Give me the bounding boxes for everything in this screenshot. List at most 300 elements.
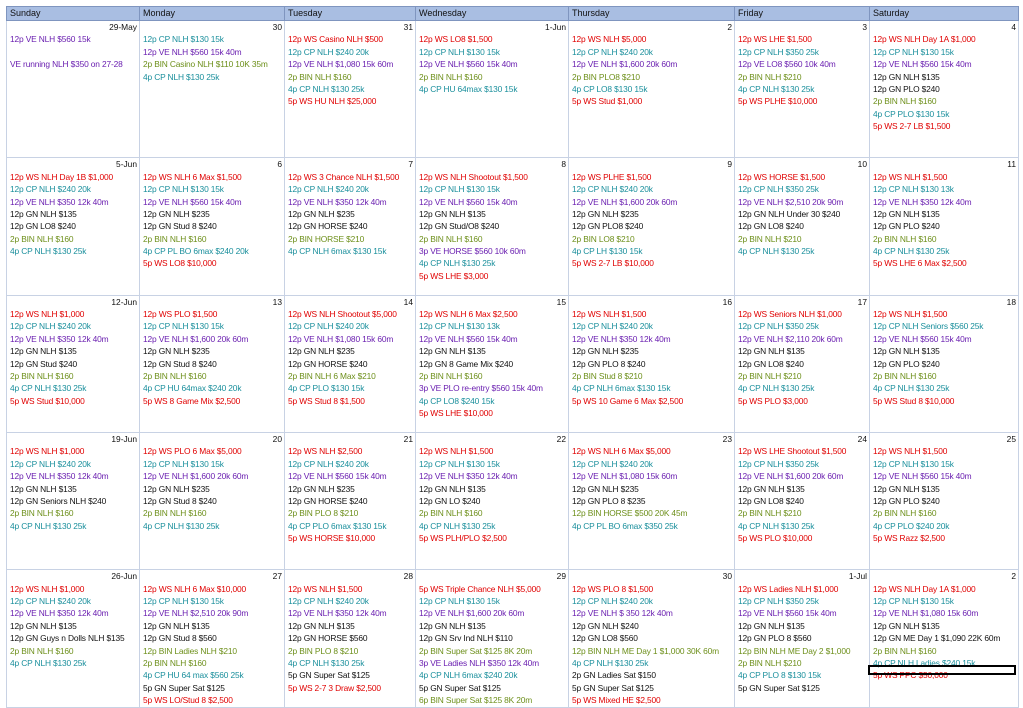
day-cell[interactable] [416,108,569,120]
day-cell[interactable] [870,395,1019,407]
day-cell[interactable] [285,46,416,58]
day-cell[interactable] [416,483,569,495]
day-cell[interactable] [735,46,870,58]
day-cell[interactable] [735,83,870,95]
day-cell[interactable] [140,458,285,470]
day-cell[interactable] [7,220,140,232]
day-cell[interactable] [285,445,416,457]
day-cell[interactable] [569,208,735,220]
day-cell[interactable] [735,595,870,607]
day-cell[interactable] [140,520,285,532]
day-cell[interactable] [285,507,416,519]
day-cell[interactable] [7,95,140,107]
day-cell[interactable] [285,196,416,208]
day-cell[interactable] [140,370,285,382]
day-cell[interactable] [285,407,416,419]
day-number[interactable]: 29 [416,570,569,583]
day-number[interactable]: 18 [870,295,1019,308]
day-cell[interactable] [416,196,569,208]
day-cell[interactable] [7,395,140,407]
day-cell[interactable] [735,33,870,45]
day-cell[interactable] [140,407,285,419]
day-cell[interactable] [416,669,569,681]
day-cell[interactable] [870,145,1019,158]
day-cell[interactable] [285,583,416,595]
day-cell[interactable] [7,445,140,457]
day-cell[interactable] [735,495,870,507]
day-cell[interactable] [7,483,140,495]
day-cell[interactable] [285,83,416,95]
day-cell[interactable] [7,470,140,482]
day-number[interactable]: 5-Jun [7,158,140,171]
day-cell[interactable] [140,382,285,394]
day-cell[interactable] [285,395,416,407]
day-number[interactable]: 8 [416,158,569,171]
day-cell[interactable] [140,196,285,208]
day-cell[interactable] [569,196,735,208]
day-cell[interactable] [735,420,870,433]
day-cell[interactable] [416,58,569,70]
day-cell[interactable] [140,333,285,345]
day-cell[interactable] [416,632,569,644]
day-cell[interactable] [569,420,735,433]
day-cell[interactable] [735,520,870,532]
day-cell[interactable] [569,507,735,519]
day-cell[interactable] [569,358,735,370]
day-cell[interactable] [140,208,285,220]
day-cell[interactable] [870,257,1019,269]
day-cell[interactable] [285,645,416,657]
day-cell[interactable] [569,520,735,532]
day-cell[interactable] [285,257,416,269]
day-number[interactable]: 6 [140,158,285,171]
day-cell[interactable] [416,46,569,58]
day-cell[interactable] [416,120,569,132]
day-cell[interactable] [870,171,1019,183]
day-cell[interactable] [735,320,870,332]
day-cell[interactable] [569,607,735,619]
day-cell[interactable] [735,245,870,257]
day-cell[interactable] [416,171,569,183]
day-cell[interactable] [735,694,870,707]
day-cell[interactable] [735,308,870,320]
day-cell[interactable] [140,657,285,669]
day-cell[interactable] [285,171,416,183]
day-cell[interactable] [870,333,1019,345]
day-cell[interactable] [416,95,569,107]
day-cell[interactable] [569,220,735,232]
day-cell[interactable] [416,532,569,544]
day-cell[interactable] [416,358,569,370]
day-cell[interactable] [870,120,1019,132]
day-cell[interactable] [569,495,735,507]
day-number[interactable]: 12-Jun [7,295,140,308]
day-number[interactable]: 24 [735,432,870,445]
day-cell[interactable] [140,632,285,644]
day-cell[interactable] [140,532,285,544]
day-cell[interactable] [285,58,416,70]
day-cell[interactable] [870,208,1019,220]
day-cell[interactable] [569,95,735,107]
day-cell[interactable] [735,458,870,470]
day-cell[interactable] [416,607,569,619]
day-cell[interactable] [140,358,285,370]
day-cell[interactable] [870,133,1019,145]
day-cell[interactable] [7,145,140,158]
day-cell[interactable] [140,233,285,245]
day-number[interactable]: 2 [870,570,1019,583]
day-cell[interactable] [735,108,870,120]
day-cell[interactable] [285,282,416,295]
day-cell[interactable] [569,183,735,195]
day-cell[interactable] [285,308,416,320]
day-number[interactable]: 3 [735,21,870,34]
day-cell[interactable] [735,220,870,232]
day-number[interactable]: 23 [569,432,735,445]
day-cell[interactable] [569,233,735,245]
day-cell[interactable] [870,358,1019,370]
day-cell[interactable] [7,669,140,681]
day-cell[interactable] [569,532,735,544]
day-cell[interactable] [416,495,569,507]
day-cell[interactable] [285,145,416,158]
day-cell[interactable] [7,257,140,269]
day-cell[interactable] [735,544,870,556]
day-cell[interactable] [285,120,416,132]
day-cell[interactable] [140,620,285,632]
day-cell[interactable] [7,171,140,183]
day-cell[interactable] [870,583,1019,595]
day-cell[interactable] [870,345,1019,357]
day-cell[interactable] [7,308,140,320]
day-cell[interactable] [870,520,1019,532]
day-cell[interactable] [7,108,140,120]
day-cell[interactable] [140,108,285,120]
day-cell[interactable] [285,133,416,145]
day-number[interactable]: 31 [285,21,416,34]
day-cell[interactable] [7,495,140,507]
day-cell[interactable] [416,71,569,83]
day-cell[interactable] [416,233,569,245]
day-cell[interactable] [569,458,735,470]
day-cell[interactable] [416,407,569,419]
day-number[interactable]: 27 [140,570,285,583]
day-cell[interactable] [870,645,1019,657]
day-cell[interactable] [7,345,140,357]
day-cell[interactable] [285,632,416,644]
day-cell[interactable] [870,595,1019,607]
day-cell[interactable] [140,694,285,707]
day-cell[interactable] [569,620,735,632]
day-cell[interactable] [735,583,870,595]
day-number[interactable]: 1-Jun [416,21,569,34]
day-cell[interactable] [7,320,140,332]
day-cell[interactable] [7,270,140,282]
day-cell[interactable] [416,595,569,607]
day-cell[interactable] [285,382,416,394]
day-cell[interactable] [569,632,735,644]
day-cell[interactable] [7,420,140,433]
day-cell[interactable] [569,108,735,120]
day-cell[interactable] [7,33,140,45]
day-cell[interactable] [870,557,1019,570]
day-cell[interactable] [140,95,285,107]
day-cell[interactable] [870,245,1019,257]
day-cell[interactable] [569,245,735,257]
day-cell[interactable] [416,470,569,482]
day-cell[interactable] [7,382,140,394]
day-cell[interactable] [735,333,870,345]
day-cell[interactable] [7,208,140,220]
day-cell[interactable] [569,382,735,394]
day-cell[interactable] [870,483,1019,495]
day-cell[interactable] [416,458,569,470]
day-cell[interactable] [285,33,416,45]
day-cell[interactable] [7,595,140,607]
day-cell[interactable] [7,520,140,532]
day-cell[interactable] [870,620,1019,632]
day-cell[interactable] [416,520,569,532]
day-cell[interactable] [416,220,569,232]
day-number[interactable]: 26-Jun [7,570,140,583]
day-cell[interactable] [569,657,735,669]
day-cell[interactable] [140,120,285,132]
day-cell[interactable] [416,682,569,694]
day-cell[interactable] [285,108,416,120]
day-cell[interactable] [870,495,1019,507]
day-cell[interactable] [870,544,1019,556]
day-cell[interactable] [285,208,416,220]
day-number[interactable]: 15 [416,295,569,308]
day-cell[interactable] [140,507,285,519]
day-cell[interactable] [140,470,285,482]
day-cell[interactable] [870,320,1019,332]
day-cell[interactable] [870,83,1019,95]
day-cell[interactable] [285,520,416,532]
day-cell[interactable] [285,595,416,607]
day-cell[interactable] [140,245,285,257]
day-cell[interactable] [416,270,569,282]
day-cell[interactable] [416,320,569,332]
day-cell[interactable] [569,83,735,95]
day-cell[interactable] [7,645,140,657]
day-number[interactable]: 9 [569,158,735,171]
day-cell[interactable] [7,607,140,619]
day-cell[interactable] [285,657,416,669]
day-cell[interactable] [870,607,1019,619]
day-cell[interactable] [569,395,735,407]
day-cell[interactable] [735,183,870,195]
day-cell[interactable] [735,669,870,681]
day-cell[interactable] [870,71,1019,83]
day-cell[interactable] [140,46,285,58]
day-cell[interactable] [735,282,870,295]
day-cell[interactable] [870,282,1019,295]
day-cell[interactable] [870,95,1019,107]
day-cell[interactable] [735,657,870,669]
day-cell[interactable] [735,257,870,269]
day-cell[interactable] [285,483,416,495]
day-cell[interactable] [285,183,416,195]
day-cell[interactable] [735,382,870,394]
day-cell[interactable] [735,58,870,70]
day-number[interactable]: 30 [140,21,285,34]
day-cell[interactable] [569,71,735,83]
day-cell[interactable] [285,220,416,232]
day-number[interactable]: 1-Jul [735,570,870,583]
day-cell[interactable] [870,196,1019,208]
day-cell[interactable] [140,669,285,681]
day-cell[interactable] [285,358,416,370]
day-cell[interactable] [735,445,870,457]
day-cell[interactable] [416,145,569,158]
day-cell[interactable] [735,645,870,657]
day-cell[interactable] [7,71,140,83]
day-cell[interactable] [416,557,569,570]
day-cell[interactable] [569,682,735,694]
day-number[interactable]: 7 [285,158,416,171]
day-cell[interactable] [416,382,569,394]
day-cell[interactable] [735,71,870,83]
day-cell[interactable] [140,420,285,433]
day-cell[interactable] [735,407,870,419]
day-cell[interactable] [569,583,735,595]
day-cell[interactable] [140,645,285,657]
day-cell[interactable] [870,370,1019,382]
day-cell[interactable] [7,583,140,595]
day-cell[interactable] [416,83,569,95]
day-cell[interactable] [7,183,140,195]
day-cell[interactable] [870,270,1019,282]
day-number[interactable]: 2 [569,21,735,34]
day-cell[interactable] [569,333,735,345]
day-cell[interactable] [416,544,569,556]
day-cell[interactable] [569,282,735,295]
day-cell[interactable] [569,345,735,357]
day-cell[interactable] [140,544,285,556]
day-cell[interactable] [140,33,285,45]
day-cell[interactable] [140,445,285,457]
day-cell[interactable] [285,320,416,332]
day-number[interactable]: 4 [870,21,1019,34]
day-cell[interactable] [7,245,140,257]
day-cell[interactable] [7,83,140,95]
day-cell[interactable] [569,407,735,419]
day-cell[interactable] [870,694,1019,707]
day-cell[interactable] [569,370,735,382]
day-cell[interactable] [569,483,735,495]
day-cell[interactable] [735,358,870,370]
day-cell[interactable] [870,382,1019,394]
day-cell[interactable] [870,532,1019,544]
day-cell[interactable] [870,407,1019,419]
day-number[interactable]: 21 [285,432,416,445]
day-cell[interactable] [7,458,140,470]
day-cell[interactable] [569,595,735,607]
day-cell[interactable] [7,657,140,669]
day-cell[interactable] [735,557,870,570]
day-cell[interactable] [140,345,285,357]
day-cell[interactable] [735,233,870,245]
day-cell[interactable] [7,557,140,570]
day-cell[interactable] [416,208,569,220]
day-cell[interactable] [285,270,416,282]
day-cell[interactable] [7,407,140,419]
day-cell[interactable] [416,282,569,295]
day-cell[interactable] [416,183,569,195]
day-cell[interactable] [870,420,1019,433]
day-cell[interactable] [870,58,1019,70]
day-cell[interactable] [285,245,416,257]
day-cell[interactable] [416,333,569,345]
day-cell[interactable] [285,71,416,83]
day-cell[interactable] [140,171,285,183]
day-cell[interactable] [285,333,416,345]
day-cell[interactable] [569,46,735,58]
day-number[interactable]: 17 [735,295,870,308]
day-cell[interactable] [140,220,285,232]
day-cell[interactable] [7,46,140,58]
day-cell[interactable] [416,33,569,45]
day-cell[interactable] [285,694,416,707]
day-cell[interactable] [140,133,285,145]
day-cell[interactable] [285,345,416,357]
day-cell[interactable] [735,470,870,482]
day-cell[interactable] [569,133,735,145]
day-cell[interactable] [285,557,416,570]
day-cell[interactable] [870,470,1019,482]
day-cell[interactable] [285,495,416,507]
day-cell[interactable] [7,358,140,370]
day-cell[interactable] [416,395,569,407]
day-number[interactable]: 13 [140,295,285,308]
day-cell[interactable] [735,270,870,282]
day-cell[interactable] [870,183,1019,195]
day-cell[interactable] [285,420,416,433]
day-cell[interactable] [140,58,285,70]
day-number[interactable]: 14 [285,295,416,308]
day-cell[interactable] [569,308,735,320]
day-cell[interactable] [416,308,569,320]
day-cell[interactable] [140,583,285,595]
day-cell[interactable] [7,282,140,295]
day-cell[interactable] [7,370,140,382]
day-cell[interactable] [870,46,1019,58]
day-cell[interactable] [285,470,416,482]
day-cell[interactable] [140,320,285,332]
day-cell[interactable] [735,120,870,132]
day-cell[interactable] [870,108,1019,120]
day-cell[interactable] [140,483,285,495]
day-cell[interactable] [735,171,870,183]
day-cell[interactable] [569,470,735,482]
day-cell[interactable] [416,620,569,632]
day-cell[interactable] [7,58,140,70]
day-cell[interactable] [7,532,140,544]
day-number[interactable]: 19-Jun [7,432,140,445]
day-number[interactable]: 28 [285,570,416,583]
day-cell[interactable] [870,33,1019,45]
day-cell[interactable] [735,208,870,220]
day-cell[interactable] [416,694,569,707]
day-cell[interactable] [285,607,416,619]
day-cell[interactable] [285,458,416,470]
day-cell[interactable] [416,657,569,669]
day-cell[interactable] [416,257,569,269]
day-cell[interactable] [7,196,140,208]
day-cell[interactable] [416,245,569,257]
day-number[interactable]: 22 [416,432,569,445]
